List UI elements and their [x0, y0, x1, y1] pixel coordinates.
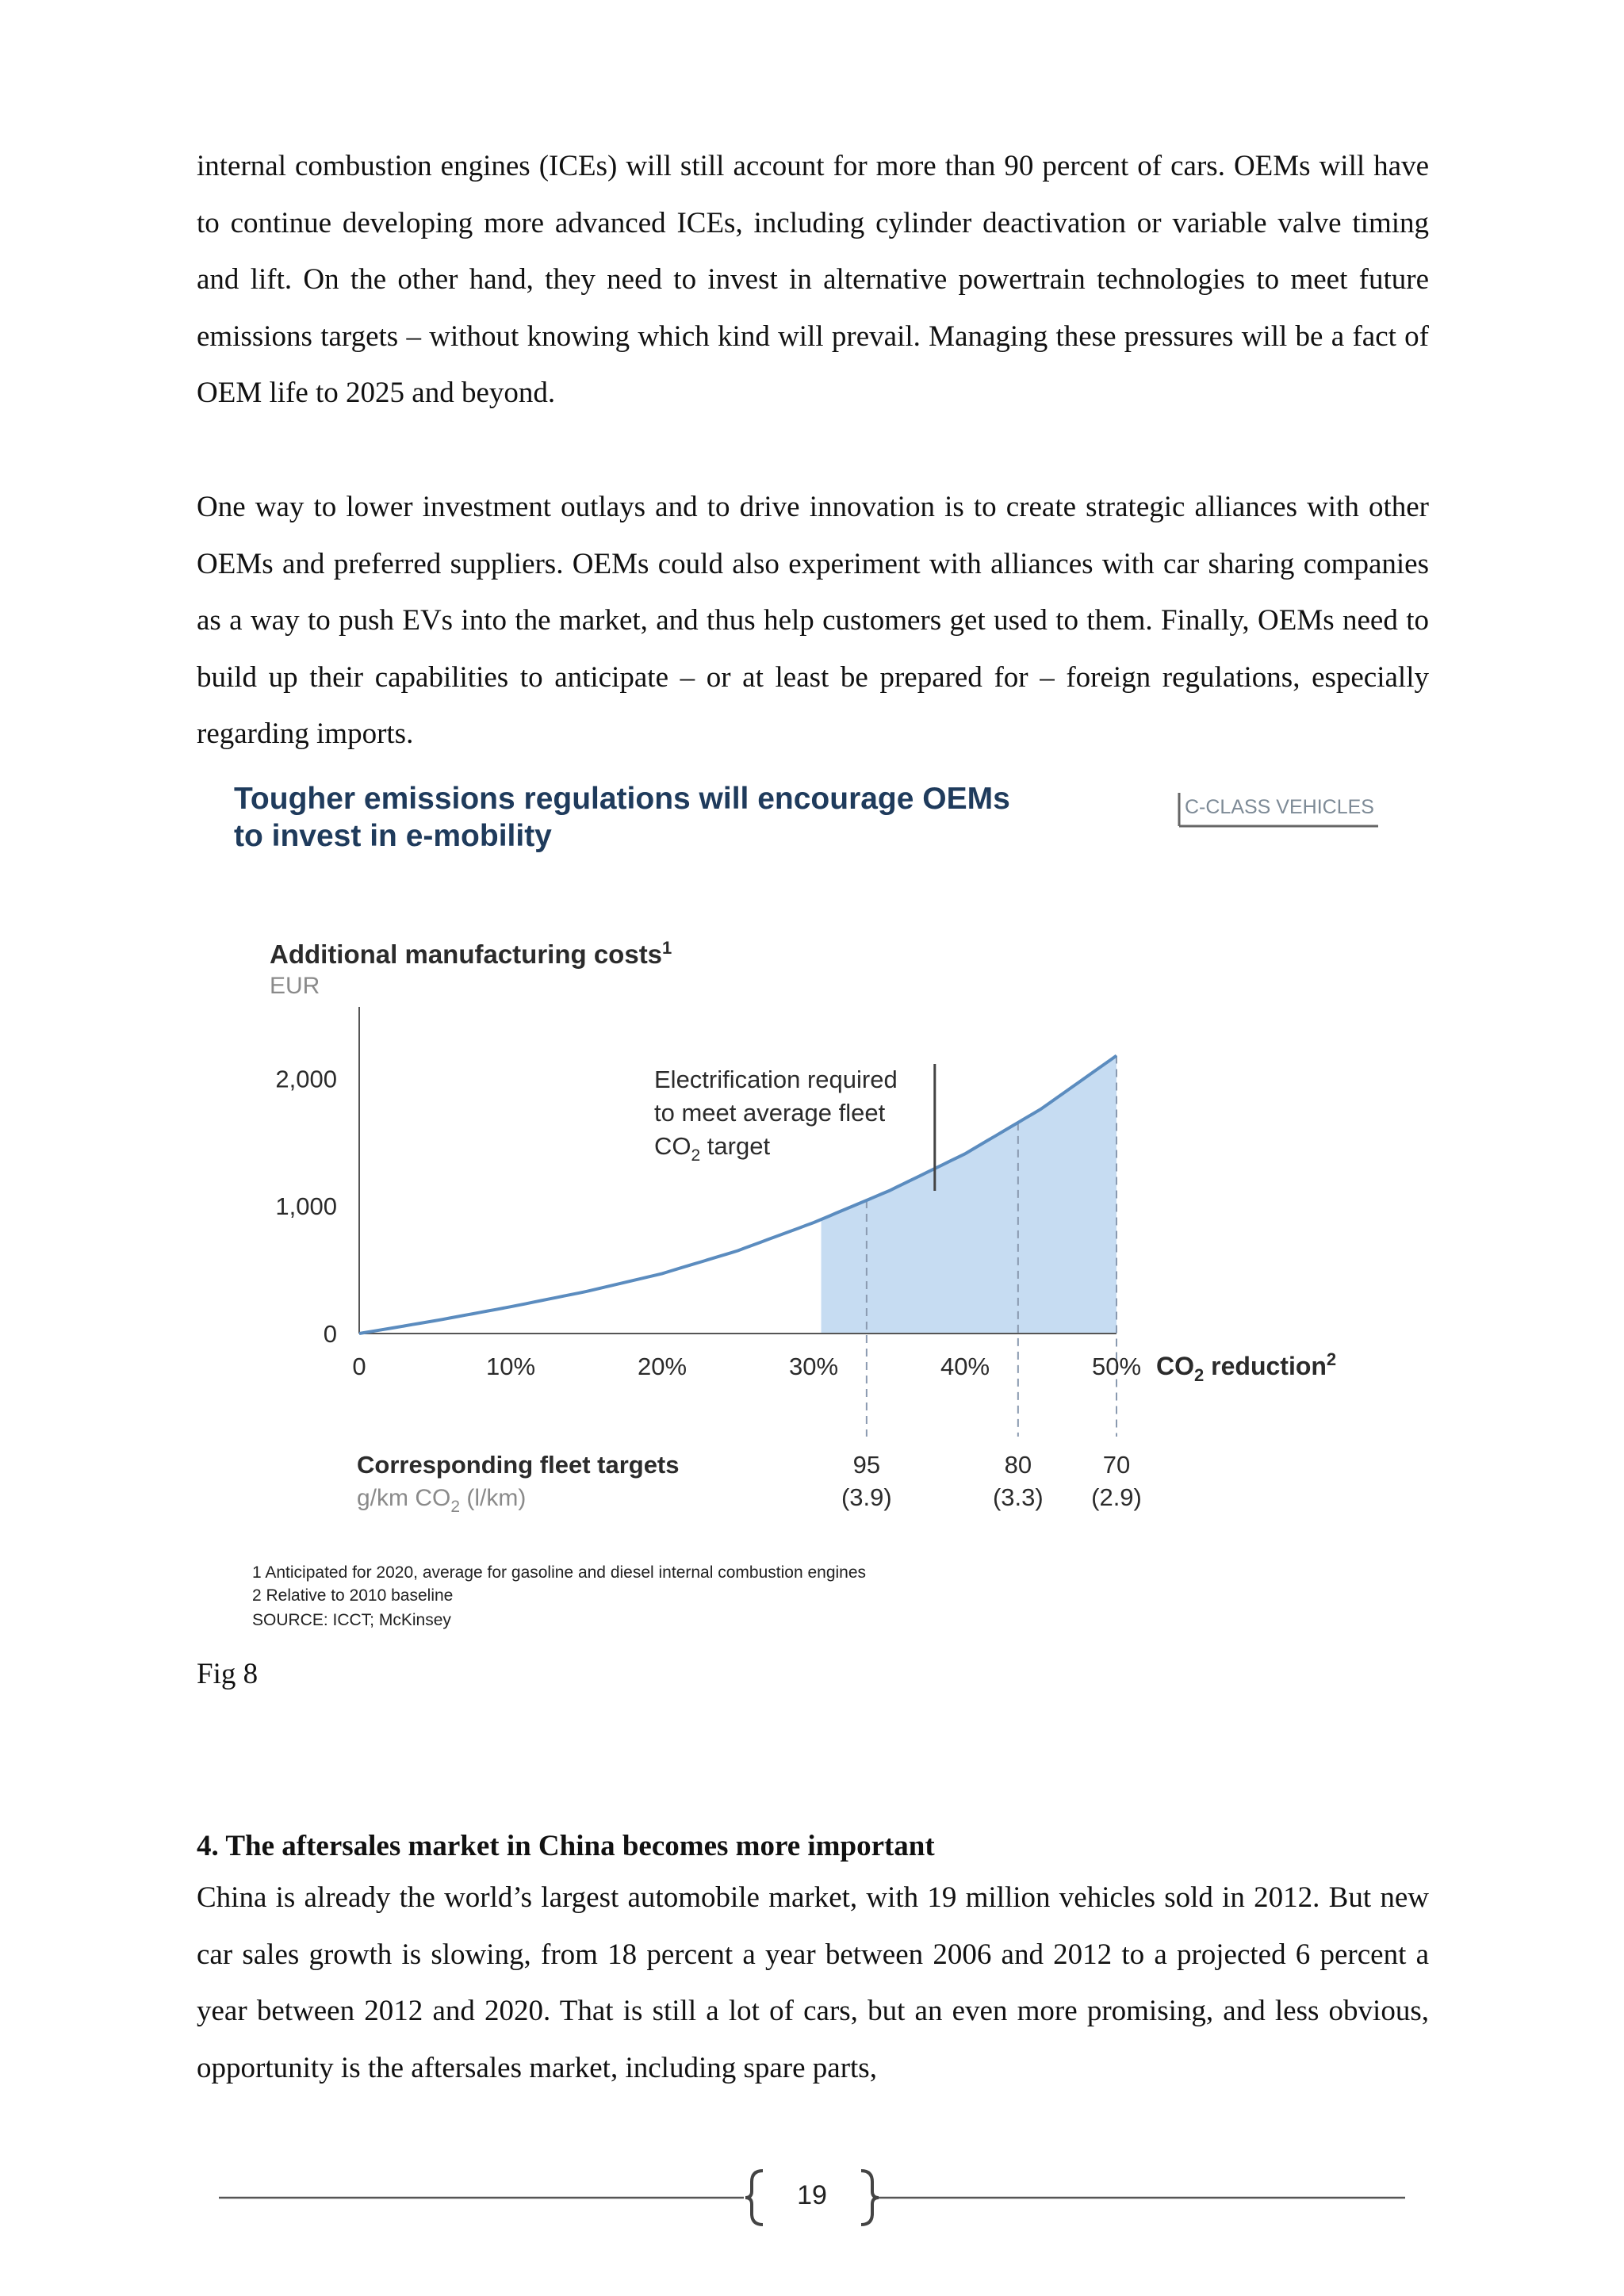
fleet-targets-unit: [357, 1485, 526, 1516]
y-axis-title-text: Additional manufacturing costs: [270, 939, 663, 969]
x-axis-title-part-0: CO: [1156, 1352, 1194, 1380]
fleet-target-l-per-km-95: (3.9): [841, 1483, 892, 1511]
badge-label: C-CLASS VEHICLES: [1185, 796, 1374, 818]
x-tick-label-50: 50%: [1091, 1353, 1142, 1380]
page-number: 19: [797, 2180, 827, 2210]
footnote-2: 2 Relative to 2010 baseline: [252, 1586, 454, 1605]
shaded-electrification-area: [822, 1055, 1116, 1334]
x-axis-title-part-1: 2: [1194, 1365, 1205, 1385]
y-axis-title: [270, 938, 672, 969]
fleet-target-l-per-km-80: (3.3): [992, 1483, 1044, 1511]
paragraph-strategic-alliances: One way to lower investment outlays and to drive innovation is to create strategic alliances with other OEMs and preferred suppliers. OEMs could also experiment with alliances with car sharing companies as a way to push EVs into the market, and thus help customers get used to them. Finally, OEMs need to build up their capabilities to anticipate – or at least be prepared for – foreign regulations, especially regarding imports.: [197, 491, 1429, 750]
chart-source: SOURCE: ICCT; McKinsey: [252, 1611, 451, 1629]
fleet-targets-label: Corresponding fleet targets: [357, 1451, 680, 1479]
vehicle-class-badge: [1179, 793, 1378, 826]
x-axis-title-part-3: 2: [1326, 1349, 1337, 1369]
fleet-target-value-95: 95: [852, 1451, 881, 1479]
fleet-target-value-80: 80: [1004, 1451, 1032, 1479]
footer-brace-right: [861, 2171, 879, 2225]
y-tick-label-1000: 1,000: [275, 1192, 337, 1221]
paragraph-china-aftersales: China is already the world’s largest automobile market, with 19 million vehicles sold in 2012. But new car sales growth is slowing, from 18 percent a year between 2006 and 2012 to a projected 6 percent a year between 2012 and 2020. That is still a lot of cars, but an even more promising, and less obvious, opportunity is the aftersales market, including spare parts,: [197, 1881, 1429, 2084]
y-axis-title-sup: 1: [662, 938, 672, 958]
y-tick-label-0: 0: [323, 1320, 337, 1348]
y-tick-label-2000: 2,000: [275, 1065, 337, 1093]
fleet-unit-pre: g/km CO: [357, 1485, 451, 1511]
x-tick-label-0: 0: [352, 1353, 366, 1380]
section-heading: 4. The aftersales market in China becomes more important: [197, 1830, 935, 1862]
emissions-chart: [214, 769, 1427, 1649]
x-tick-label-20: 20%: [637, 1353, 688, 1380]
fleet-unit-sub: 2: [450, 1498, 461, 1516]
x-tick-label-30: 30%: [788, 1353, 839, 1380]
figure-caption: Fig 8: [197, 1658, 259, 1690]
chart-title-line2: to invest in e-mobility: [234, 819, 552, 853]
fleet-unit-post: (l/km): [460, 1485, 527, 1511]
annotation-line-3: [654, 1132, 770, 1165]
annotation-co: CO: [654, 1132, 691, 1160]
fleet-target-value-70: 70: [1102, 1451, 1131, 1479]
x-tick-label-10: 10%: [485, 1353, 536, 1380]
footnote-1: 1 Anticipated for 2020, average for gasoline and diesel internal combustion engines: [252, 1563, 867, 1582]
paragraph-ice-development: internal combustion engines (ICEs) will still account for more than 90 percent of cars. OEMs will have to continue developing more advanced ICEs, including cylinder deactivation or variable valve timing and lift. On the other hand, they need to invest in alternative powertrain technologies to meet future emissions targets – without knowing which kind will prevail. Managing these pressures will be a fact of OEM life to 2025 and beyond.: [197, 150, 1429, 409]
footer-brace-left: [745, 2171, 763, 2225]
emissions-chart-figure: [214, 769, 1427, 1649]
annotation-target: target: [700, 1132, 771, 1160]
annotation-sub2: 2: [691, 1146, 701, 1165]
fleet-target-l-per-km-70: (2.9): [1091, 1483, 1142, 1511]
annotation-line-1: Electrification required: [654, 1066, 898, 1093]
x-axis-title: [1156, 1349, 1336, 1385]
x-axis-title-part-2: reduction: [1204, 1352, 1327, 1380]
x-tick-label-40: 40%: [940, 1353, 990, 1380]
annotation-line-2: to meet average fleet: [654, 1099, 886, 1127]
y-axis-unit: EUR: [270, 973, 320, 999]
chart-title-line1: Tougher emissions regulations will encourage OEMs: [234, 782, 1010, 816]
